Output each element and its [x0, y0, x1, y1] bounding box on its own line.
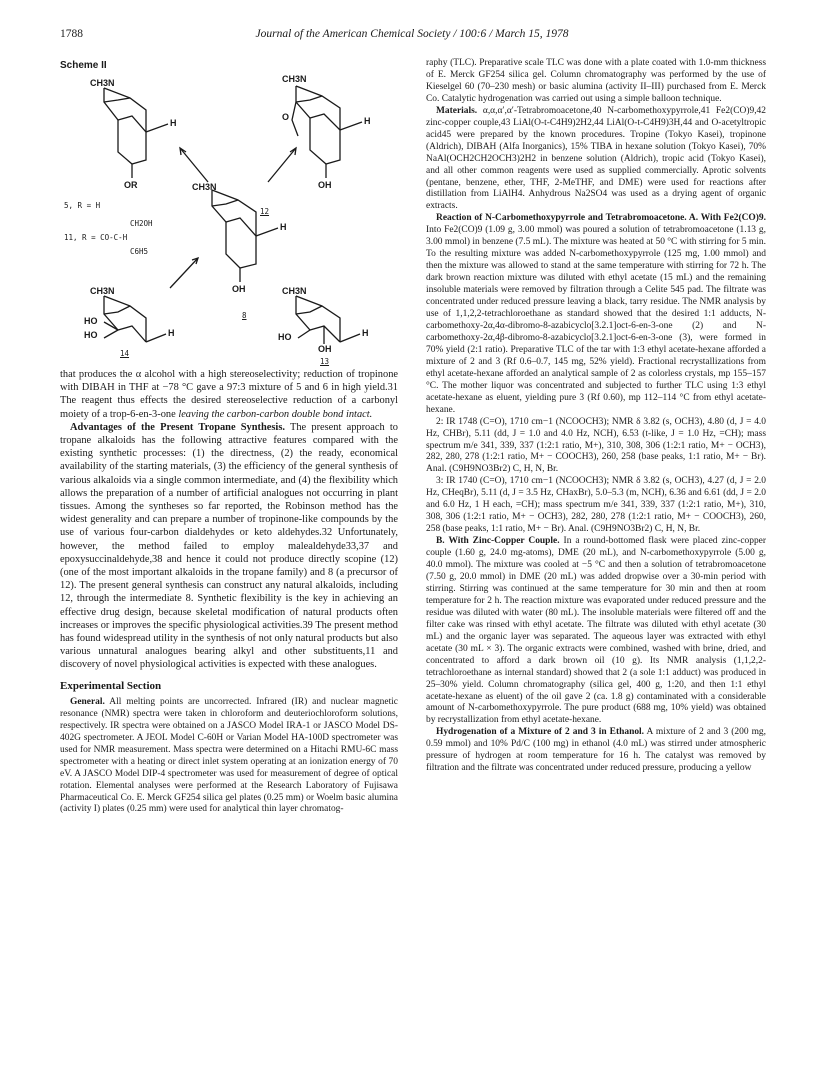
paragraph-compound-3: 3: IR 1740 (C=O), 1710 cm−1 (NCOOCH3); NMR δ 3.82 (s, OCH3), 4.27 (d, J = 2.0 Hz, CHeqBr), 5.11 (d, J = 3.5 Hz, CHaxBr), 5.0–5.3 (m, NCH), 6.36 and 6.61 (dd, J = 2.0 and 6.0 Hz, 1 H each, =CH); mass spectrum m/e 341, 339, 337 (1:2:1 ratio, M+), 310, 308, 306 (1:2:1 ratio, M+ − OCH3), 282, 280, 278 (1:2:1 ratio, M+ − COOCH3), 260, 258 (base peaks, 1:1 ratio, M+ − Br). Anal. (C9H9NO3Br2) C, H, N, Br. [426, 476, 766, 535]
paragraph-hydrogenation: Hydrogenation of a Mixture of 2 and 3 in Ethanol. A mixture of 2 and 3 (200 mg, 0.59 mmol) and 10% Pd/C (100 mg) in ethanol (4.0 mL) was stirred under atmospheric pressure of hydrogen at room temperature for 16 h. The catalyst was removed by filtration and the filtrate was concentrated under reduced pressure, producing a yellow [426, 727, 766, 774]
label-h-5: H [170, 118, 177, 128]
right-column [426, 58, 766, 775]
legend-ch2oh: CH2OH [130, 219, 153, 228]
label-ho-14b: HO [84, 330, 98, 340]
journal-citation: Journal of the American Chemical Society / 100:6 / March 15, 1978 [255, 28, 569, 40]
legend-5: 5, R = H [64, 201, 101, 210]
label-oh-12: OH [318, 180, 332, 190]
label-ho-13: HO [278, 332, 292, 342]
compound-14: 14 [120, 349, 130, 358]
label-ch3n-14: CH3N [90, 286, 115, 296]
structure-13 [296, 296, 360, 344]
paragraph-reaction-a: Reaction of N-Carbomethoxypyrrole and Tetrabromoacetone. A. With Fe2(CO)9. Into Fe2(CO)9 (1.09 g, 3.00 mmol) was poured a solution of tetrabromoacetone (1.13 g, 3.00 mmol) in benzene (7.5 mL). The mixture was heated at 50 °C with stirring for 5 min. To the resulting mixture was added N-carbomethoxypyrrole (125 mg, 1.00 mmol) and then the mixture was allowed to stand at the same temperature with stirring for 72 h. The dark brown reaction mixture was diluted with ethyl acetate (15 mL) and the remaining insoluble materials were removed by filtration through a Celite 545 pad. The filtrate was concentrated under reduced pressure leaving a black, tarry residue. The NMR analysis by use of 1,1,2,2-tetrachloroethane as standard showed that the desired 1:1 adducts, N-carbomethoxy-2α,4α-dibromo-8-azabicyclo[3.2.1]oct-6-en-3-one (2) and N-carbomethoxy-2α,4β-dibromo-8-azabicyclo[3.2.1]oct-6-en-3-one (3), were formed in 70% yield (2:1 ratio). Preparative TLC of the tar with 1:3 ethyl acetate-hexane afforded a mixture of 2 and 3 (Rf 0.6–0.7, 145 mg, 52% yield). Fractional recrystallizations from ethyl acetate-hexane afforded an analytical sample of 2 as colorless crystals, mp 155–157 °C. The mother liquor was concentrated and subjected to further TLC using 1:3 ethyl acetate-hexane as eluent, yielding pure 3 (Rf 0.60), mp 112–114 °C from ethyl acetate-hexane. [426, 213, 766, 415]
structure-12 [292, 86, 362, 178]
label-or: OR [124, 180, 138, 190]
label-o-12: O [282, 112, 290, 122]
paragraph-intro: that produces the α alcohol with a high stereoselectivity; reduction of tropinone with DIBAH in THF at −78 °C gave a 97:3 mixture of 5 and 6 in high yield.31 The reagent thus effects the desired stereoselective reduction of a carbonyl moiety of a trop-6-en-3-one leaving the carbon-carbon double bond intact. [60, 369, 398, 420]
scheme-title: Scheme II [60, 60, 107, 71]
structure-8 [212, 190, 278, 282]
scheme-arrows [170, 148, 296, 288]
paragraph-materials: Materials. α,α,α′,α′-Tetrabromoacetone,40 N-carbomethoxypyrrole,41 Fe2(CO)9,42 zinc-copper couple,43 LiAl(O-t-C4H9)2H2,44 LiAl(O-t-C4H9)3H,44 and O-acetyltropic acid45 were prepared by the known procedures. Tropine (Tokyo Kasei), tropinone (Aldrich), DIBAH (Alfa Inorganics), 15% TIBA in hexane solution (Tokyo Kasei), 70% NaAl(OCH2CH2OCH3)2H2 in benzene solution (Aldrich), tropic acid (Tokyo Kasei), and all other common reagents were used as supplied commercially. Aprotic solvents (pentane, benzene, ether, THF, 2-MeTHF, and DME) were used for reactions after distillation from LiAlH4. Anhydrous Na2SO4 was used as a drying agent of organic extracts. [426, 105, 766, 212]
left-column [60, 60, 398, 816]
label-h-8: H [280, 222, 287, 232]
label-ch3n-13: CH3N [282, 286, 307, 296]
legend-c6h5: C6H5 [130, 247, 149, 256]
label-oh-8: OH [232, 284, 246, 294]
compound-12: 12 [260, 207, 270, 216]
label-ho-14a: HO [84, 316, 98, 326]
paragraph-advantages: Advantages of the Present Tropane Synthesis. The present approach to tropane alkaloids has the following attractive features compared with the existing synthetic processes: (1) the directness, (2) the ready, economical availability of the starting materials, (3) the efficiency of the general synthesis of various alkaloids via a single common intermediate, and (4) the flexibility which allows the preparation of a number of artificial analogues not occurring in plant tissues. Among the syntheses so far reported, the Robinson method has the widest generality and can prepare a number of tropinone-like compounds by the use of various four-carbon dialdehydes or keto aldehydes.32 Unfortunately, however, the method failed to employ malealdehyde33,37 and epoxysuccinaldehyde,38 and hence it could not produce directly scopine (12) (one of the most important alkaloids in the tropane family) and 8 (a precursor of 12). The present general synthesis can construct any natural alkaloids, including 12, through the intermediate 8. Synthetic flexibility is the key in achieving an effective drug design, because skeletal modification of natural products often increases or improves the specific physiological activities.39 The present method has found widespread utility in the synthesis of not only natural products but also various unnatural analogues bearing alkyl and other substituents,11 and discovery of novel physiological activities is expected with these analogues. [60, 421, 398, 671]
scheme-structures [60, 60, 398, 358]
label-h-14: H [168, 328, 175, 338]
compound-8: 8 [242, 311, 247, 320]
page-number: 1788 [60, 28, 83, 40]
paragraph-reaction-b: B. With Zinc-Copper Couple. In a round-bottomed flask were placed zinc-copper couple (1.60 g, 24.0 mg-atoms), DME (20 mL), and N-carbomethoxypyrrole (5.00 g, 40.0 mmol). The mixture was cooled at −5 °C and then a solution of tetrabromoacetone (7.50 g, 20.0 mmol) in DME (20 mL) was added dropwise over a 30-min period with stirring. Stirring was continued at the same temperature for 30 min and then at room temperature for 2 h. The reaction mixture was evaporated under reduced pressure and the residue was diluted with water (80 mL). The insoluble materials were filtered off and the filter cake was rinsed with ethyl acetate. The filtrate was diluted with ethyl acetate (30 mL) and the organic layer was separated. The aqueous layer was extracted with ethyl acetate (30 mL × 3). The organic extracts were combined, washed with brine, dried, and concentrated to afford a dark brown oil (10 g). Its NMR analysis (1,1,2,2-tetrachloroethane as internal standard) showed that 2 (a sole 1:1 adduct) was produced in 25–30% yield. Column chromatography (silica gel, 400 g, 1:20, and then 1:1 ethyl acetate-hexane as eluent) of the oil gave 2 (ca. 1.8 g) contaminated with a considerable amount of N-carbomethoxypyrrole. The pure product (688 mg, 10% yield) was obtained by recrystallization from ethyl acetate-hexane. [426, 536, 766, 726]
structure-5-11 [104, 88, 168, 178]
page-header [60, 28, 764, 44]
structure-14 [104, 296, 166, 342]
legend-11: 11, R = CO-C-H [64, 233, 128, 242]
label-h-13: H [362, 328, 369, 338]
label-ch3n-12: CH3N [282, 74, 307, 84]
label-h-12: H [364, 116, 371, 126]
section-heading-experimental: Experimental Section [60, 679, 162, 692]
scheme-figure [60, 60, 398, 366]
label-oh-13: OH [318, 344, 332, 354]
compound-13: 13 [320, 357, 330, 366]
paragraph-compound-2: 2: IR 1748 (C=O), 1710 cm−1 (NCOOCH3); NMR δ 3.82 (s, OCH3), 4.80 (d, J = 4.0 Hz, CHBr), 5.11 (dd, J = 1.0 and 4.0 Hz, NCH), 6.53 (t-like, J = 1.0 Hz, =CH); mass spectrum m/e 341, 339, 337 (1:2:1 ratio, M+), 310, 308, 306 (1:2:1 ratio, M+ − OCH3), 282, 280, 278 (1:2:1 ratio, M+ − COOCH3), 260, 258 (base peaks, 1:1 ratio, M+ − Br). Anal. (C9H9NO3Br2) C, H, N, Br. [426, 416, 766, 475]
label-ch3n-8: CH3N [192, 182, 217, 192]
paragraph-tlc: raphy (TLC). Preparative scale TLC was done with a plate coated with 1.0-mm thickness of E. Merck GF254 silica gel. Column chromatography was performed by the use of Kieselgel 60 (70–230 mesh) or basic alumina (activity II–III) purchased from E. Merck Co. Catalytic hydrogenation was carried out using a simple balloon technique. [426, 58, 766, 104]
label-ch3n-5: CH3N [90, 78, 115, 88]
paragraph-general: General. All melting points are uncorrected. Infrared (IR) and nuclear magnetic resonance (NMR) spectra were taken in chloroform and deuteriochloroform solutions, respectively. IR spectra were obtained on a JASCO Model IRA-1 or JASCO Model DS-402G spectrometer. A JEOL Model C-60H or Varian Model HA-100D spectrometer was used for NMR measurement. Mass spectra were determined on a Hitachi RMU-6C mass spectrometer with a heating or direct inlet system operating at an ionization energy of 70 eV. A JASCO Model DIP-4 spectrometer was used for measurement of degree of optical rotation. Elemental analyses were performed at the Research Laboratory of Fujisawa Pharmaceutical Co. E. Merck GF254 silica gel plates (0.25 mm) or Woelm basic alumina (activity I) plates (0.25 mm) were used for analytical thin layer chromatog- [60, 696, 398, 815]
